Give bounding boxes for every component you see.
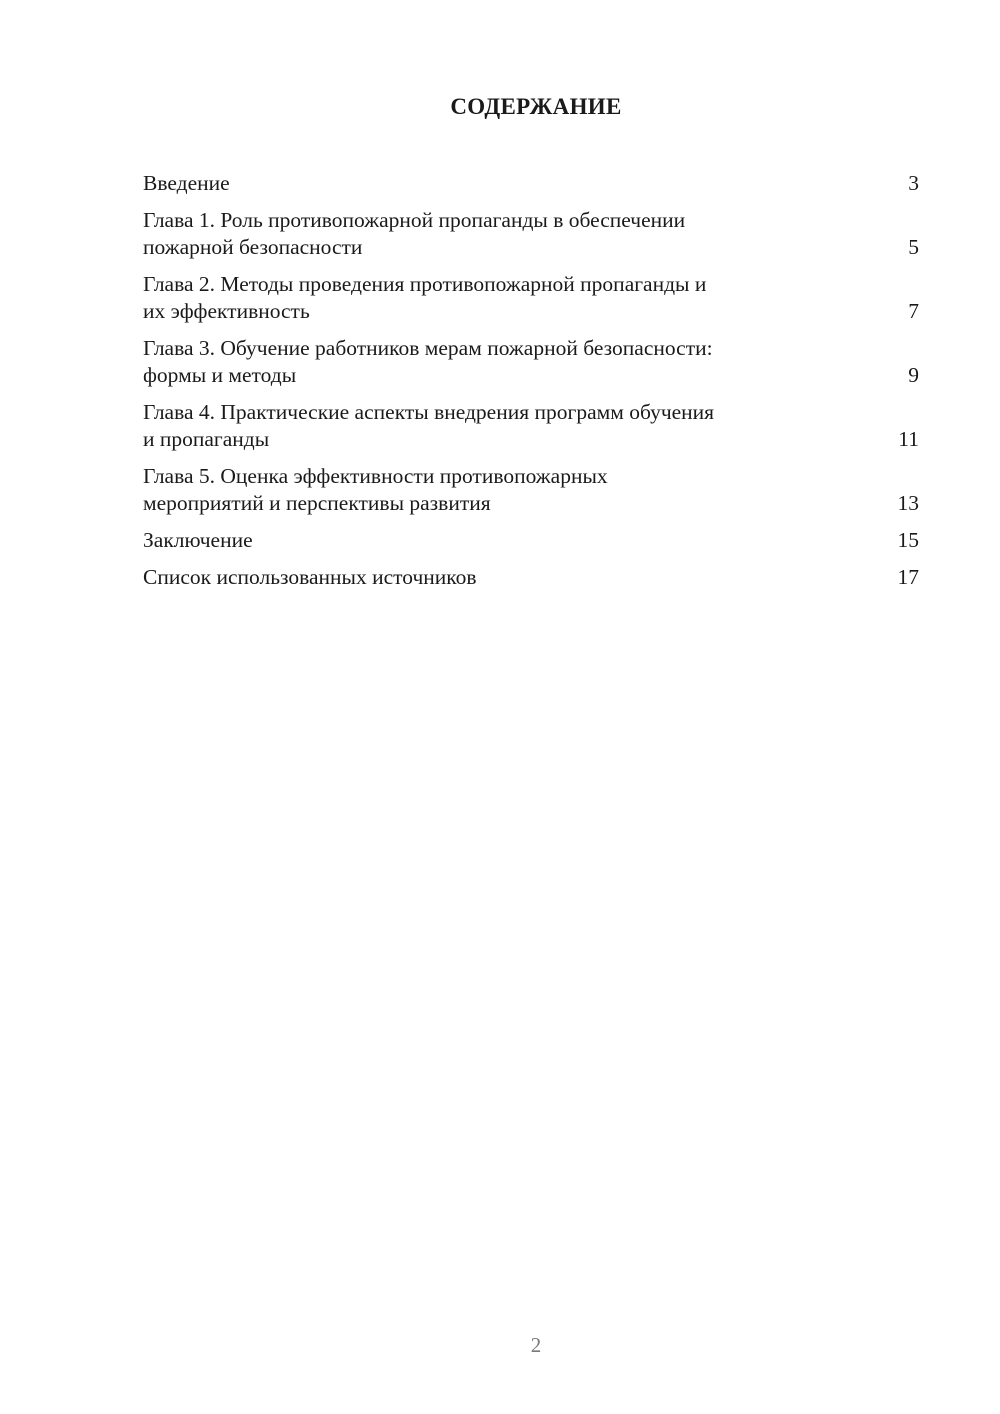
toc-page-number: 7 <box>908 299 919 323</box>
toc-entry-text <box>143 564 823 591</box>
toc-entry-text <box>143 170 823 197</box>
toc-page-number: 9 <box>908 363 919 387</box>
toc-page-number: 15 <box>897 528 919 552</box>
toc-entry-text <box>143 399 823 453</box>
toc-entry-line: формы и методы <box>143 363 297 387</box>
toc-entry-line: Глава 5. Оценка эффективности противопожарных <box>143 464 608 488</box>
page-title: СОДЕРЖАНИЕ <box>450 94 622 119</box>
toc-page-number: 17 <box>897 565 919 589</box>
toc-entry-chapter-4 <box>143 399 919 453</box>
table-of-contents <box>143 170 919 601</box>
toc-entry-line: их эффективность <box>143 299 310 323</box>
toc-entry-line: Заключение <box>143 528 253 552</box>
toc-entry-text <box>143 271 823 325</box>
toc-entry-line: Глава 1. Роль противопожарной пропаганды в обеспечении <box>143 208 686 232</box>
footer-page-number: 2 <box>530 1333 542 1357</box>
toc-entry-line: мероприятий и перспективы развития <box>143 491 491 515</box>
toc-entry-text <box>143 527 823 554</box>
toc-page-number: 3 <box>908 171 919 195</box>
toc-entry-text <box>143 335 823 389</box>
toc-entry-line: Глава 4. Практические аспекты внедрения программ обучения <box>143 400 715 424</box>
toc-page-number: 5 <box>908 235 919 259</box>
toc-entry-text <box>143 207 823 261</box>
toc-entry-line: и пропаганды <box>143 427 270 451</box>
toc-page-number: 11 <box>898 427 919 451</box>
toc-entry-line: Глава 2. Методы проведения противопожарной пропаганды и <box>143 272 707 296</box>
toc-page-number: 13 <box>897 491 919 515</box>
toc-entry-chapter-1 <box>143 207 919 261</box>
toc-entry-chapter-2 <box>143 271 919 325</box>
toc-entry-references <box>143 564 919 591</box>
toc-entry-text <box>143 463 823 517</box>
toc-entry-chapter-5 <box>143 463 919 517</box>
toc-entry-line: Список использованных источников <box>143 565 477 589</box>
toc-entry-line: Введение <box>143 171 230 195</box>
toc-entry-introduction <box>143 170 919 197</box>
toc-entry-conclusion <box>143 527 919 554</box>
toc-entry-chapter-3 <box>143 335 919 389</box>
toc-entry-line: Глава 3. Обучение работников мерам пожарной безопасности: <box>143 336 713 360</box>
toc-entry-line: пожарной безопасности <box>143 235 363 259</box>
